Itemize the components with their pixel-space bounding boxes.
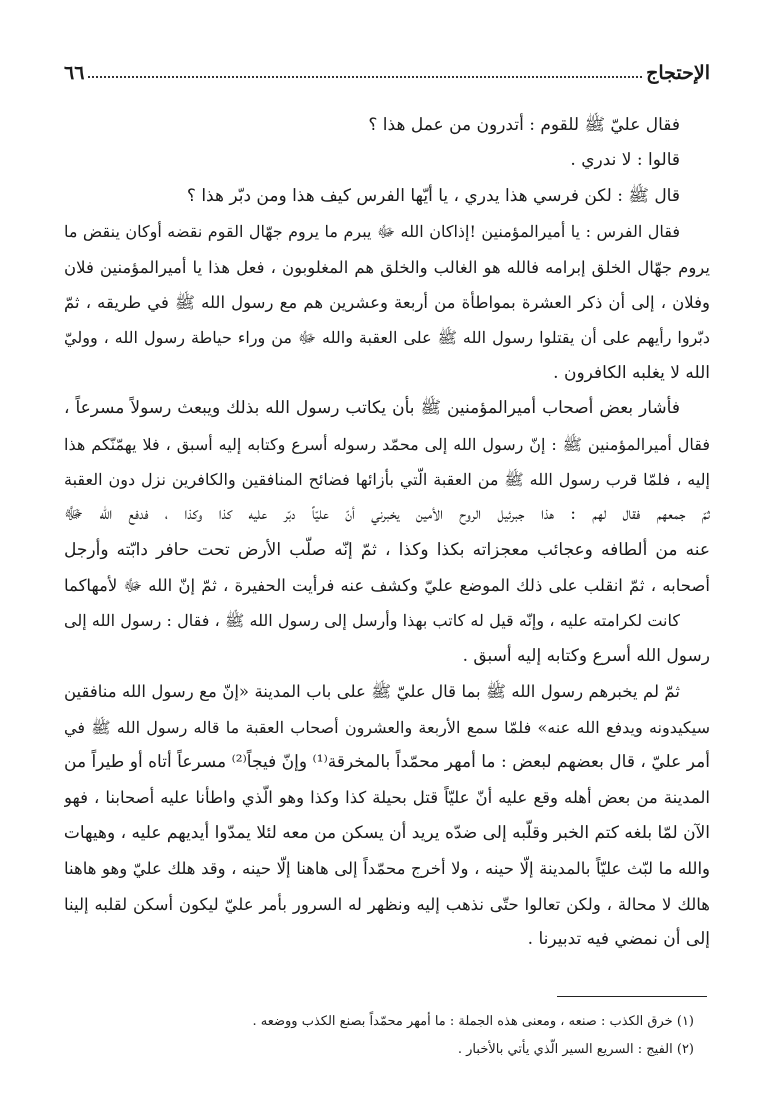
text-line: والله ما لبّث عليّاً بالمدينة إلّا حينه ، ولا أخرج محمّداً إلى هاهنا إلّا حينه ، وقد هلك عليّ وهو هاهنا [64, 859, 710, 879]
main-text [64, 108, 710, 957]
text-line: رسول الله أسرع وكتابه إليه أسبق . [462, 645, 710, 666]
text-line: قالوا : لا ندري . [570, 150, 680, 171]
text-line: دبّروا رأيهم على أن يقتلوا رسول الله ﷺ على العقبة والله ﷻ من وراء حياطة رسول الله ، ووليّ [64, 328, 710, 348]
text-line: الآن لمّا بلغه كتم الخبر وقلّبه إلى ضدّه يريد أن يسكن من معه لئلا يمدّوا أيديهم عليه ، وهيهات [64, 822, 710, 843]
running-header [64, 54, 710, 84]
text-line: يروم جهّال الخلق إبرامه فالله هو الغالب والخلق هم المغلوبون ، فعل هذا يا أميرالمؤمنين فلان [64, 257, 710, 277]
text-line: وفلان ، إلى أن ذكر العشرة بمواطأة من أربعة وعشرين هم مع رسول الله ﷺ في طريقه ، ثمّ [64, 292, 710, 312]
footnote: (١) خرق الكذب : صنعه ، ومعنى هذه الجملة : ما أمهر محمّداً بصنع الكذب ووضعه . [252, 1014, 694, 1029]
text-line: أمر عليّ ، قال بعضهم لبعض : ما أمهر محمّداً بالمخرقة⁽¹⁾ وإنّ فيجاً⁽²⁾ مسرعاً أتاه أو طيراً من [64, 752, 710, 773]
text-line: كانت لكرامته عليه ، وإنّه قيل له كاتب بهذا وأرسل إلى رسول الله ﷺ ، فقال : رسول الله إلى [64, 611, 680, 631]
footnote: (٢) الفيج : السريع السير الّذي يأتي بالأخبار . [457, 1042, 694, 1057]
text-line: إلى أن نمضي فيه تدبيرنا . [527, 928, 710, 949]
text-line: سيكيدونه ويدفع الله عنه» فلمّا سمع الأربعة والعشرون أصحاب العقبة ما قاله رسول الله ﷺ في [64, 717, 710, 737]
footnotes [64, 1008, 710, 1064]
header-dot-leader [88, 76, 642, 78]
text-line: أصحابه ، ثمّ انقلب على ذلك الموضع عليّ وكشف عنه فرأيت الحفيرة ، ثمّ إنّ الله ﷻ لأمهاكما [64, 576, 710, 596]
text-line: ثمّ لم يخبرهم رسول الله ﷺ بما قال عليّ ﷺ على باب المدينة «إنّ مع رسول الله منافقين [64, 682, 680, 702]
text-line: إليه ، فلمّا قرب رسول الله ﷺ من العقبة الّتي بأزائها فضائح المنافقين والكافرين نزل دون العقبة [64, 469, 710, 489]
page-number: ٦٦ [64, 62, 85, 84]
text-line: ثمّ جمعهم فقال لهم : هذا جبرئيل الروح الأمين يخبرني أنّ عليّاً دبّر عليه كذا وكذا ، فدفع الله ﷻ [64, 504, 710, 525]
text-line: فقال عليّ ﷺ للقوم : أتدرون من عمل هذا ؟ [368, 115, 680, 135]
text-line: عنه من ألطافه وعجائب معجزاته بكذا وكذا ، ثمّ إنّه صلّب الأرض تحت حافر دابّته وأرجل [64, 539, 710, 560]
footnote-separator [557, 996, 707, 997]
text-line: فأشار بعض أصحاب أميرالمؤمنين ﷺ بأن يكاتب رسول الله بذلك ويبعث رسولاً مسرعاً ، [64, 398, 680, 419]
text-line: قال ﷺ : لكن فرسي هذا يدري ، يا أيّها الفرس كيف هذا ومن دبّر هذا ؟ [186, 185, 680, 206]
book-title: الإحتجاج [646, 62, 710, 84]
text-line: الله لا يغلبه الكافرون . [553, 362, 710, 383]
text-line: فقال الفرس : يا أميرالمؤمنين !إذاكان الله ﷻ يبرم ما يروم جهّال القوم نقضه أوكان ينقض ما [64, 222, 680, 242]
text-line: فقال أميرالمؤمنين ﷺ : إنّ رسول الله إلى محمّد رسوله أسرع وكتابه إليه أسبق ، فلا يهمّنّكم هذا [64, 434, 710, 454]
text-line: هالك لا محالة ، ولكن تعالوا حتّى نذهب إليه ونظهر له السرور بأمر عليّ ليكون أسكن لقلبه إلينا [64, 894, 710, 914]
text-line: المدينة من بعض أهله وقع عليه أنّ عليّاً قتل بحيلة كذا وكذا وهو الّذي واطأنا عليه أصحابنا ، فهو [64, 788, 710, 808]
